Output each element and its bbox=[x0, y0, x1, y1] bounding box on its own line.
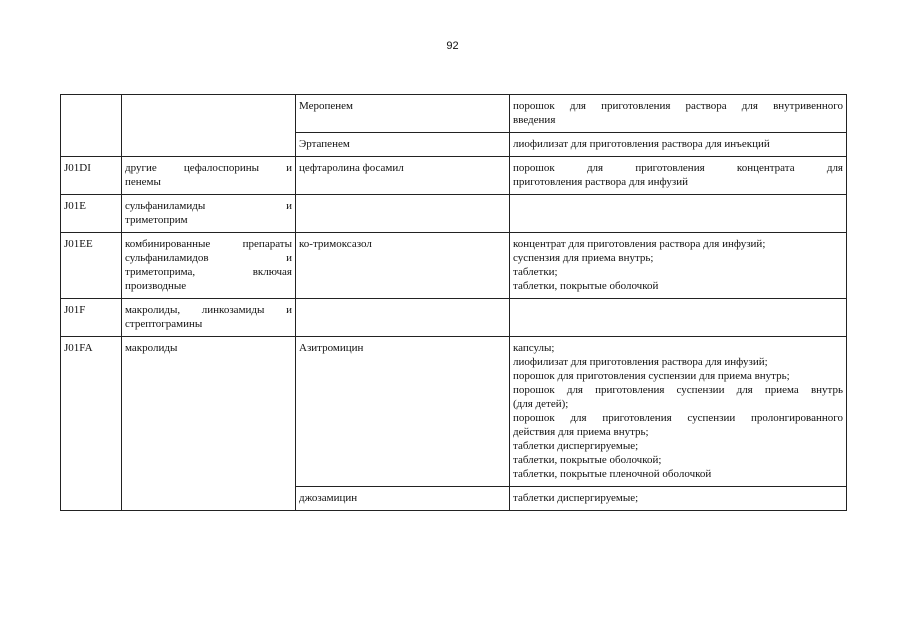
atc-code-cell: J01E bbox=[61, 195, 122, 233]
group-cell bbox=[122, 233, 296, 299]
cell-line: концентрат для приготовления раствора для инфузий; bbox=[513, 238, 766, 250]
dosage-form-cell bbox=[510, 95, 847, 133]
cell-line: суспензия для приема внутрь; bbox=[513, 252, 654, 264]
group-cell bbox=[122, 337, 296, 511]
drug-name-cell: ко-тримоксазол bbox=[296, 233, 510, 299]
cell-line: макролиды, линкозамиды и bbox=[125, 304, 292, 316]
group-cell bbox=[122, 157, 296, 195]
cell-line: лиофилизат для приготовления раствора для инфузий; bbox=[513, 356, 768, 368]
page-number: 92 bbox=[446, 40, 459, 52]
table-row bbox=[61, 195, 847, 233]
atc-code-cell: J01EE bbox=[61, 233, 122, 299]
cell-line: сульфаниламидов и bbox=[125, 252, 292, 264]
cell-line: (для детей); bbox=[513, 398, 569, 410]
dosage-form-cell bbox=[510, 133, 847, 157]
cell-line: таблетки, покрытые оболочкой bbox=[513, 280, 659, 292]
dosage-form-cell bbox=[510, 233, 847, 299]
cell-line: порошок для приготовления суспензии для приема внутрь bbox=[513, 384, 843, 396]
drug-name-cell: Меропенем bbox=[296, 95, 510, 133]
atc-code-cell: J01FA bbox=[61, 337, 122, 511]
table-body bbox=[61, 95, 847, 511]
cell-line: порошок для приготовления суспензии пролонгированного bbox=[513, 412, 843, 424]
atc-code-cell: J01DI bbox=[61, 157, 122, 195]
drug-name-cell bbox=[296, 195, 510, 233]
cell-line: триметоприм bbox=[125, 214, 188, 226]
cell-line: производные bbox=[125, 280, 187, 292]
drug-table bbox=[60, 94, 847, 511]
cell-line: другие цефалоспорины и bbox=[125, 162, 292, 174]
cell-line: таблетки диспергируемые; bbox=[513, 440, 639, 452]
drug-name-cell bbox=[296, 299, 510, 337]
cell-line: приготовления раствора для инфузий bbox=[513, 176, 688, 188]
dosage-form-cell bbox=[510, 299, 847, 337]
atc-code-cell bbox=[61, 95, 122, 157]
cell-line: действия для приема внутрь; bbox=[513, 426, 649, 438]
drug-name-cell: Эртапенем bbox=[296, 133, 510, 157]
dosage-form-cell bbox=[510, 195, 847, 233]
table-row bbox=[61, 299, 847, 337]
cell-line: таблетки диспергируемые; bbox=[513, 492, 639, 504]
dosage-form-cell bbox=[510, 157, 847, 195]
cell-line: комбинированные препараты bbox=[125, 238, 292, 250]
cell-line: таблетки, покрытые оболочкой; bbox=[513, 454, 662, 466]
drug-name-cell: Азитромицин bbox=[296, 337, 510, 487]
cell-line: стрептограмины bbox=[125, 318, 203, 330]
cell-line: порошок для приготовления суспензии для приема внутрь; bbox=[513, 370, 790, 382]
group-cell bbox=[122, 299, 296, 337]
table-row bbox=[61, 95, 847, 133]
group-cell bbox=[122, 95, 296, 157]
cell-line: введения bbox=[513, 114, 556, 126]
cell-line: сульфаниламиды и bbox=[125, 200, 292, 212]
cell-line: порошок для приготовления концентрата для bbox=[513, 162, 843, 174]
cell-line: макролиды bbox=[125, 342, 178, 354]
cell-line: таблетки, покрытые пленочной оболочкой bbox=[513, 468, 712, 480]
dosage-form-cell bbox=[510, 337, 847, 487]
cell-line: порошок для приготовления раствора для внутривенного bbox=[513, 100, 843, 112]
drug-name-cell: цефтаролина фосамил bbox=[296, 157, 510, 195]
table-row bbox=[61, 157, 847, 195]
cell-line: триметоприма, включая bbox=[125, 266, 292, 278]
dosage-form-cell bbox=[510, 487, 847, 511]
cell-line: таблетки; bbox=[513, 266, 558, 278]
cell-line: капсулы; bbox=[513, 342, 555, 354]
cell-line: лиофилизат для приготовления раствора для инъекций bbox=[513, 138, 770, 150]
group-cell bbox=[122, 195, 296, 233]
atc-code-cell: J01F bbox=[61, 299, 122, 337]
cell-line: пенемы bbox=[125, 176, 161, 188]
table-row bbox=[61, 337, 847, 487]
table-row bbox=[61, 233, 847, 299]
drug-name-cell: джозамицин bbox=[296, 487, 510, 511]
